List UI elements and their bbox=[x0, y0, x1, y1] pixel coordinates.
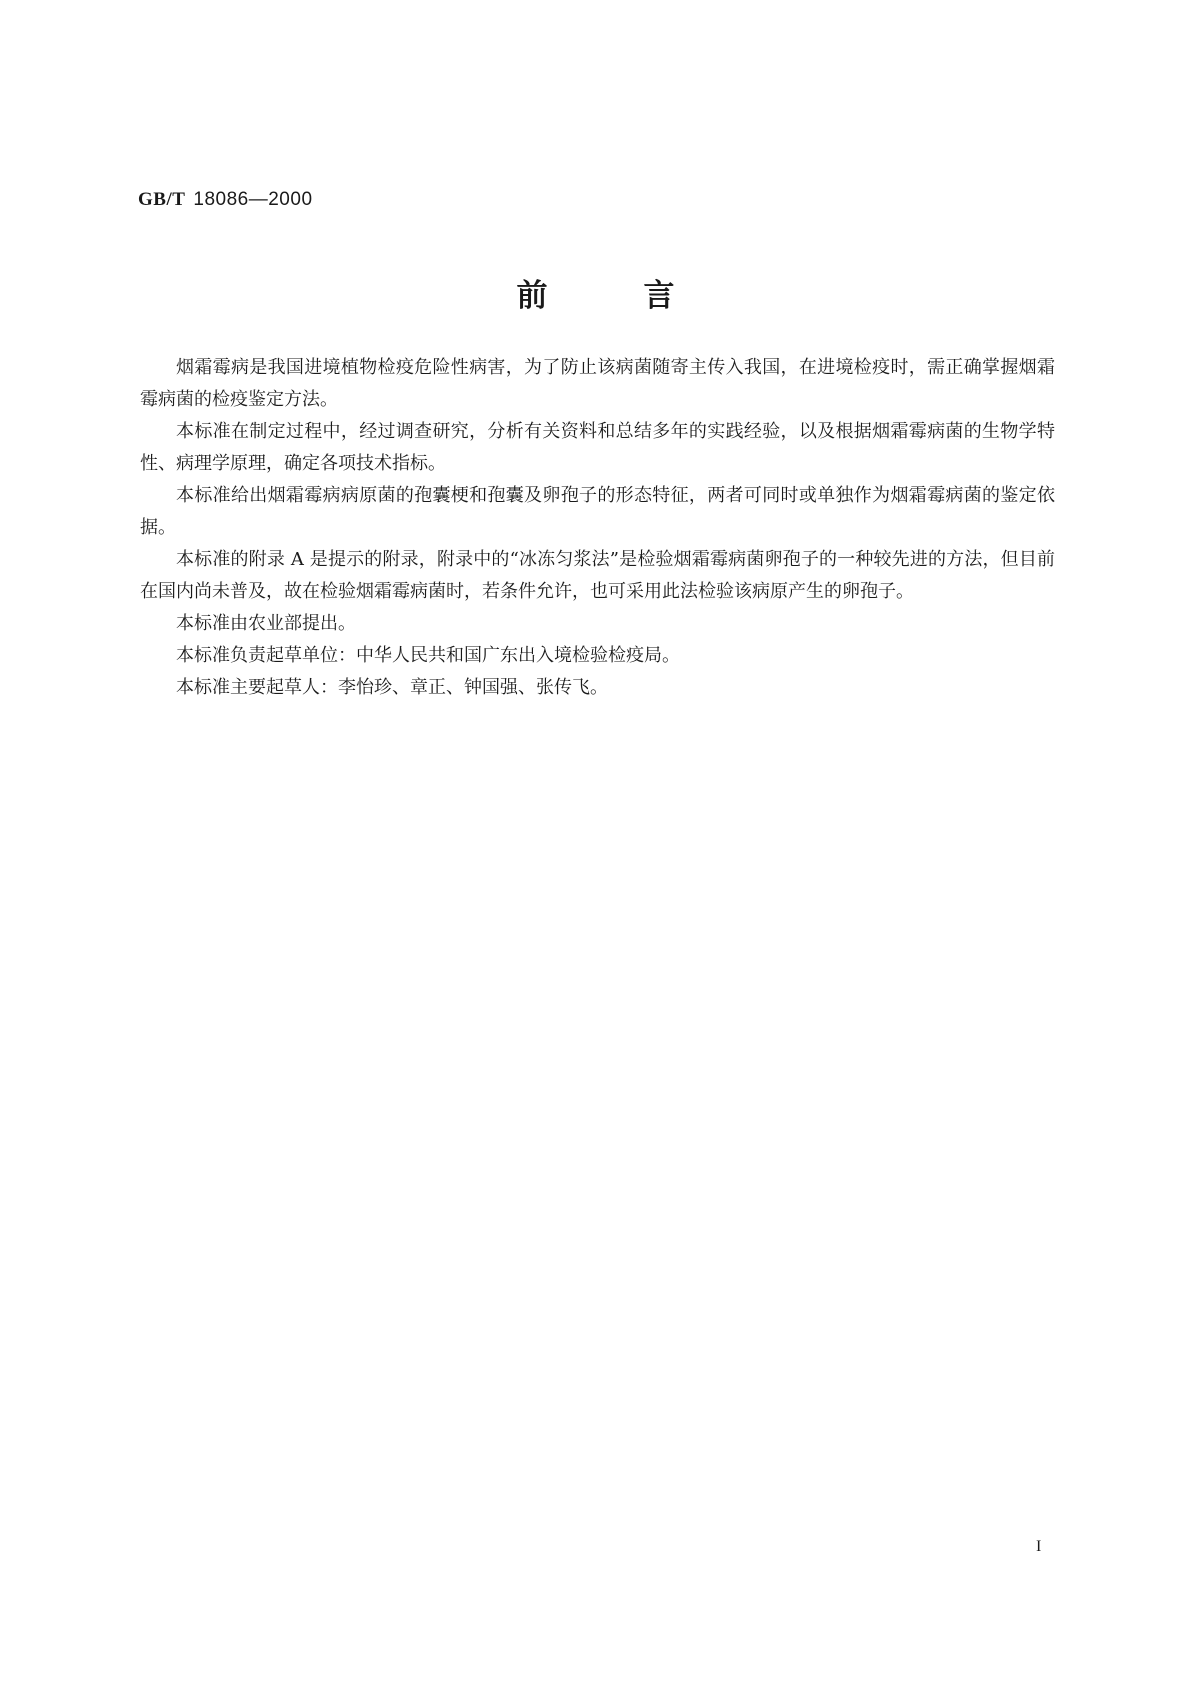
standard-year-number: 18086—2000 bbox=[193, 189, 313, 210]
title-char-2: 言 bbox=[643, 278, 675, 314]
title-char-1: 前 bbox=[516, 278, 548, 314]
standard-code: GB/T bbox=[138, 189, 186, 210]
paragraph-6: 本标准负责起草单位：中华人民共和国广东出入境检验检疫局。 bbox=[176, 645, 680, 666]
paragraph-1: 烟霜霉病是我国进境植物检疫危险性病害，为了防止该病菌随寄主传入我国，在进境检疫时，需正确掌握烟霜霉病菌的检疫鉴定方法。 bbox=[140, 357, 1055, 410]
paragraph-2: 本标准在制定过程中，经过调查研究，分析有关资料和总结多年的实践经验，以及根据烟霜霉病菌的生物学特性、病理学原理，确定各项技术指标。 bbox=[140, 421, 1055, 474]
standard-number bbox=[138, 188, 313, 211]
paragraph-4: 本标准的附录 A 是提示的附录，附录中的“冰冻匀浆法”是检验烟霜霉病菌卵孢子的一种较先进的方法，但目前在国内尚未普及，故在检验烟霜霉病菌时，若条件允许，也可采用此法检验该病原产生的卵孢子。 bbox=[140, 549, 1055, 602]
page-number: I bbox=[1036, 1538, 1042, 1555]
page-title bbox=[0, 276, 1191, 316]
foreword-body bbox=[140, 352, 1055, 704]
paragraph-3: 本标准给出烟霜霉病病原菌的孢囊梗和孢囊及卵孢子的形态特征，两者可同时或单独作为烟霜霉病菌的鉴定依据。 bbox=[140, 485, 1055, 538]
paragraph-5: 本标准由农业部提出。 bbox=[176, 613, 356, 634]
paragraph-7: 本标准主要起草人：李怡珍、章正、钟国强、张传飞。 bbox=[176, 677, 608, 698]
